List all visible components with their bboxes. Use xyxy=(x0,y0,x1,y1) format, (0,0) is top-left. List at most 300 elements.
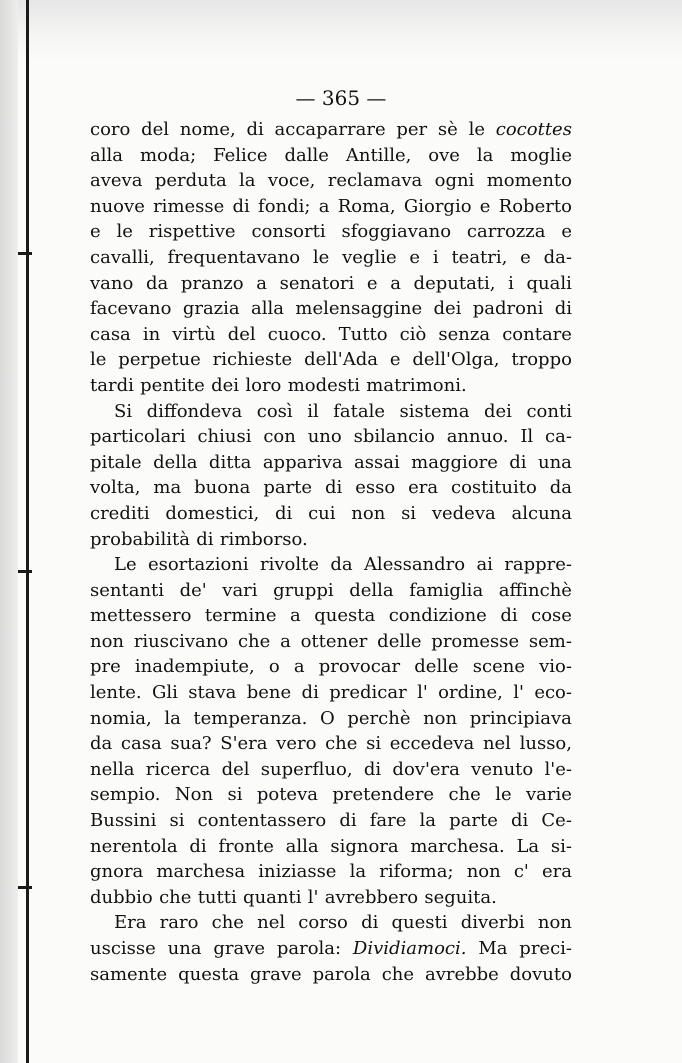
word: Roma, xyxy=(337,195,396,217)
text-line xyxy=(90,424,572,450)
word: dei xyxy=(433,298,462,320)
word: perpetue xyxy=(118,349,201,371)
word: vero xyxy=(276,733,317,755)
word: melensaggine xyxy=(295,298,423,320)
word: per xyxy=(396,119,428,140)
text-line xyxy=(90,808,572,834)
word: carrozza xyxy=(466,221,546,243)
text-line xyxy=(90,680,572,706)
word: cuoco. xyxy=(267,323,327,345)
word: ma xyxy=(153,477,182,499)
word: uscisse xyxy=(90,938,156,959)
word: ottener xyxy=(300,630,368,652)
word: diverbi xyxy=(460,912,525,934)
word: mettessero xyxy=(90,605,192,627)
word: facevano xyxy=(90,298,172,320)
word: principiava xyxy=(469,707,572,729)
word: le xyxy=(468,119,485,140)
text-line xyxy=(90,399,572,425)
word: particolari xyxy=(90,426,186,448)
word: assai xyxy=(354,451,400,473)
word: esortazioni xyxy=(147,554,249,576)
word: Antille, xyxy=(345,144,412,166)
word: de' xyxy=(179,579,207,601)
word: che xyxy=(211,912,244,934)
word: appariva xyxy=(262,451,343,473)
word: sua? xyxy=(170,733,212,755)
word: ca- xyxy=(545,426,572,448)
word: le xyxy=(90,349,107,371)
word: e xyxy=(90,221,101,243)
word: cocottes xyxy=(495,119,572,140)
word: c' xyxy=(513,861,529,883)
word: consorti xyxy=(251,221,326,243)
word: di xyxy=(275,502,293,524)
word: raro xyxy=(159,912,199,934)
word: vari xyxy=(222,579,258,601)
word: Ma xyxy=(478,938,508,959)
word: domestici, xyxy=(165,502,260,524)
word: Le xyxy=(114,554,137,576)
word: parola xyxy=(312,963,371,985)
word: dalle xyxy=(284,144,329,166)
word: Gli xyxy=(151,682,178,704)
word: da- xyxy=(543,246,572,268)
word: frequentavano xyxy=(167,246,301,268)
word: sistema xyxy=(399,400,470,422)
word: questi xyxy=(391,912,448,934)
word: riuscivano xyxy=(133,630,229,652)
word: promesse xyxy=(431,630,520,652)
binding-edge xyxy=(26,0,29,1063)
word: delle xyxy=(377,630,422,652)
word: troppo xyxy=(511,349,572,371)
word: signora xyxy=(330,835,399,857)
word: dei xyxy=(484,400,512,422)
text-line xyxy=(90,322,572,348)
word: cui xyxy=(308,502,336,524)
word: grave xyxy=(213,938,266,959)
word: affinchè xyxy=(498,579,572,601)
word: di xyxy=(324,477,343,499)
word: quali xyxy=(526,272,572,294)
word: di xyxy=(500,605,518,627)
paragraph xyxy=(90,399,572,553)
text-line xyxy=(90,603,572,629)
word: casa xyxy=(90,323,131,345)
text-line xyxy=(90,834,572,860)
word: perchè xyxy=(347,707,411,729)
word: l' xyxy=(307,886,319,908)
word: ricerca xyxy=(145,758,211,780)
text-line xyxy=(90,962,572,988)
word: non xyxy=(351,502,386,524)
word: da xyxy=(549,477,572,499)
word: non xyxy=(90,630,125,652)
word: senatori xyxy=(279,272,355,294)
word: di xyxy=(196,528,214,550)
text-line xyxy=(90,885,572,911)
word: grazia xyxy=(182,298,240,320)
page-number: — 365 — xyxy=(295,86,387,110)
word: la xyxy=(239,170,256,192)
word: sfoggiavano xyxy=(341,221,452,243)
word: tutti xyxy=(197,886,237,908)
word: tardi xyxy=(90,374,134,396)
word: e xyxy=(479,195,491,217)
word: Roberto xyxy=(498,195,572,217)
word: bene xyxy=(246,682,292,704)
text-line xyxy=(90,654,572,680)
word: fronte xyxy=(218,835,274,857)
word: coro xyxy=(90,119,131,140)
word: gruppi xyxy=(273,579,334,601)
word: quanti xyxy=(243,886,302,908)
word: deputati, xyxy=(413,272,496,294)
word: maggiore xyxy=(411,451,498,473)
text-line xyxy=(90,296,572,322)
word: diffondeva xyxy=(146,400,243,422)
word: ogni xyxy=(434,170,475,192)
word: che xyxy=(237,630,271,652)
word: a xyxy=(293,656,305,678)
text-line xyxy=(90,245,572,271)
word: buona xyxy=(194,477,251,499)
word: così xyxy=(256,400,293,422)
word: fatale xyxy=(333,400,386,422)
word: del xyxy=(141,119,170,140)
word: vio- xyxy=(539,656,572,678)
word: inadempiute, xyxy=(134,656,255,678)
word: la xyxy=(476,144,494,166)
word: cose xyxy=(531,605,572,627)
word: Giorgio xyxy=(403,195,472,217)
word: parte xyxy=(449,810,498,832)
word: a xyxy=(280,630,291,652)
word: avrebbero xyxy=(324,886,419,908)
word: da xyxy=(145,272,169,294)
word: si- xyxy=(550,835,572,857)
word: sem- xyxy=(528,630,572,652)
word: vano xyxy=(90,272,134,294)
word: scene xyxy=(472,656,525,678)
binding-mark xyxy=(18,570,32,573)
word: pretendere xyxy=(332,784,435,806)
word: conti xyxy=(526,400,572,422)
word: ove xyxy=(428,144,460,166)
word: i xyxy=(432,246,439,268)
word: questa xyxy=(314,605,376,627)
text-line xyxy=(90,271,572,297)
word: della xyxy=(153,451,198,473)
word: rappre- xyxy=(504,554,572,576)
word: avrebbe xyxy=(424,963,499,985)
word: i xyxy=(508,272,514,294)
word: accaparrare xyxy=(274,119,386,140)
word: a xyxy=(289,605,301,627)
word: termine xyxy=(204,605,277,627)
word: Alessandro xyxy=(363,554,466,576)
word: non xyxy=(466,861,501,883)
word: crediti xyxy=(90,502,150,524)
word: la xyxy=(164,707,181,729)
word: temperanza. xyxy=(193,707,308,729)
text-line xyxy=(90,629,572,655)
word: eco- xyxy=(534,682,572,704)
word: o xyxy=(268,656,280,678)
word: predicar xyxy=(329,682,407,704)
word: gnora xyxy=(90,861,144,883)
word: iniziasse xyxy=(258,861,337,883)
word: alla xyxy=(90,144,123,166)
word: moda; xyxy=(139,144,197,166)
word: era xyxy=(542,861,572,883)
word: casa xyxy=(120,733,162,755)
word: parola: xyxy=(276,938,342,959)
word: richieste xyxy=(212,349,293,371)
word: perduta xyxy=(154,170,227,192)
word: di xyxy=(511,810,529,832)
word: esso xyxy=(355,477,396,499)
word: marchesa. xyxy=(410,835,505,857)
word: sempio. xyxy=(90,784,161,806)
word: S'era xyxy=(220,733,268,755)
word: ciò xyxy=(399,323,427,345)
word: di xyxy=(509,451,527,473)
word: veglie xyxy=(342,246,397,268)
word: senza xyxy=(438,323,491,345)
word: preci- xyxy=(519,938,572,959)
word: da xyxy=(330,554,353,576)
word: condizione xyxy=(388,605,487,627)
word: le xyxy=(312,246,330,268)
word: Il xyxy=(520,426,534,448)
word: riforma; xyxy=(379,861,454,883)
body-text xyxy=(90,117,572,987)
word: della xyxy=(349,579,394,601)
word: che xyxy=(159,886,192,908)
word: nuove xyxy=(90,195,145,217)
word: a xyxy=(390,272,401,294)
word: alla xyxy=(251,298,285,320)
word: di xyxy=(246,119,264,140)
word: loro xyxy=(245,374,282,396)
word: venuto xyxy=(471,758,534,780)
word: virtù xyxy=(172,323,216,345)
word: poteva xyxy=(256,784,318,806)
word: Non xyxy=(174,784,214,806)
word: reclamava xyxy=(327,170,423,192)
word: ditta xyxy=(208,451,252,473)
word: a xyxy=(256,272,267,294)
word: delle xyxy=(414,656,459,678)
word: l' xyxy=(417,682,428,704)
word: ordine, xyxy=(438,682,503,704)
word: l' xyxy=(513,682,524,704)
word: contentassero xyxy=(197,810,327,832)
word: non xyxy=(537,912,572,934)
word: nome, xyxy=(179,119,236,140)
word: dell'Ada xyxy=(304,349,378,371)
word: pranzo xyxy=(180,272,244,294)
word: fare xyxy=(369,810,407,832)
word: samente xyxy=(90,963,168,985)
word: dovuto xyxy=(509,963,572,985)
word: uno xyxy=(307,426,342,448)
word: nel xyxy=(482,733,511,755)
word: pre xyxy=(90,656,121,678)
word: una xyxy=(537,451,572,473)
word: di xyxy=(363,758,382,780)
word: si xyxy=(227,784,243,806)
word: corso xyxy=(298,912,348,934)
binding-mark xyxy=(18,252,32,255)
word: rispettive xyxy=(148,221,236,243)
word: alla xyxy=(285,835,319,857)
word: e xyxy=(389,349,401,371)
word: sè xyxy=(437,119,458,140)
word: varie xyxy=(526,784,572,806)
word: di xyxy=(189,835,207,857)
text-line xyxy=(90,936,572,962)
word: di xyxy=(554,298,572,320)
word: dov'era xyxy=(392,758,460,780)
text-line xyxy=(90,194,572,220)
text-line xyxy=(90,501,572,527)
word: parte xyxy=(263,477,313,499)
word: si xyxy=(366,733,382,755)
word: la xyxy=(419,810,436,832)
word: rimborso. xyxy=(219,528,308,550)
word: stava xyxy=(188,682,237,704)
word: di xyxy=(232,195,250,217)
word: rimesse xyxy=(153,195,225,217)
word: probabilità xyxy=(90,528,190,550)
word: alcuna xyxy=(511,502,572,524)
paragraph xyxy=(90,117,572,399)
word: fondi; xyxy=(258,195,311,217)
page-top-shadow xyxy=(0,0,682,60)
word: Dividiamoci. xyxy=(352,938,467,959)
text-line xyxy=(90,527,572,553)
word: volta, xyxy=(90,477,141,499)
word: l'e- xyxy=(544,758,572,780)
word: del xyxy=(221,758,250,780)
word: moglie xyxy=(510,144,572,166)
word: e xyxy=(561,221,572,243)
text-line xyxy=(90,475,572,501)
word: O xyxy=(320,707,335,729)
word: pitale xyxy=(90,451,142,473)
word: con xyxy=(263,426,296,448)
word: pentite xyxy=(140,374,205,396)
word: Bussini xyxy=(90,810,157,832)
word: modesti xyxy=(287,374,360,396)
word: questa xyxy=(178,963,240,985)
word: teatri, xyxy=(451,246,508,268)
word: nel xyxy=(257,912,286,934)
page-gutter xyxy=(0,0,18,1063)
word: che xyxy=(381,963,415,985)
word: le xyxy=(495,784,512,806)
word: le xyxy=(116,221,133,243)
word: che xyxy=(448,784,481,806)
text-line xyxy=(90,552,572,578)
word: seguita. xyxy=(424,886,497,908)
word: Era xyxy=(114,912,147,934)
word: si xyxy=(169,810,185,832)
word: lente. xyxy=(90,682,142,704)
word: provocar xyxy=(318,656,401,678)
word: da xyxy=(90,733,113,755)
text-line xyxy=(90,143,572,169)
text-line xyxy=(90,347,572,373)
word: padroni xyxy=(472,298,544,320)
word: matrimoni. xyxy=(366,374,467,396)
text-line xyxy=(90,117,572,143)
word: marchesa xyxy=(156,861,246,883)
text-line xyxy=(90,757,572,783)
word: dei xyxy=(211,374,240,396)
word: era xyxy=(408,477,439,499)
word: nerentola xyxy=(90,835,178,857)
text-line xyxy=(90,373,572,399)
word: il xyxy=(307,400,319,422)
word: La xyxy=(516,835,540,857)
word: dubbio xyxy=(90,886,153,908)
word: a xyxy=(318,195,330,217)
word: Felice xyxy=(213,144,268,166)
word: e xyxy=(409,246,421,268)
text-line xyxy=(90,859,572,885)
word: Tutto xyxy=(338,323,388,345)
word: grave xyxy=(250,963,302,985)
word: superfluo, xyxy=(260,758,353,780)
word: famiglia xyxy=(409,579,484,601)
word: cavalli, xyxy=(90,246,155,268)
text-line xyxy=(90,731,572,757)
word: Si xyxy=(114,400,133,422)
word: annuo. xyxy=(446,426,509,448)
word: chiusi xyxy=(197,426,252,448)
text-line xyxy=(90,578,572,604)
text-line xyxy=(90,450,572,476)
word: e xyxy=(520,246,531,268)
word: voce, xyxy=(267,170,316,192)
word: momento xyxy=(486,170,572,192)
word: eccedeva xyxy=(389,733,475,755)
paragraph xyxy=(90,552,572,910)
word: contare xyxy=(502,323,572,345)
word: vedeva xyxy=(431,502,496,524)
text-line xyxy=(90,219,572,245)
word: del xyxy=(227,323,256,345)
word: si xyxy=(401,502,417,524)
text-line xyxy=(90,782,572,808)
word: lusso, xyxy=(519,733,572,755)
word: di xyxy=(339,810,357,832)
text-line xyxy=(90,706,572,732)
binding-mark xyxy=(18,886,32,889)
word: nomia, xyxy=(90,707,152,729)
word: non xyxy=(423,707,458,729)
text-line xyxy=(90,910,572,936)
word: e xyxy=(366,272,378,294)
word: una xyxy=(167,938,202,959)
word: aveva xyxy=(90,170,143,192)
word: di xyxy=(361,912,379,934)
word: di xyxy=(301,682,319,704)
